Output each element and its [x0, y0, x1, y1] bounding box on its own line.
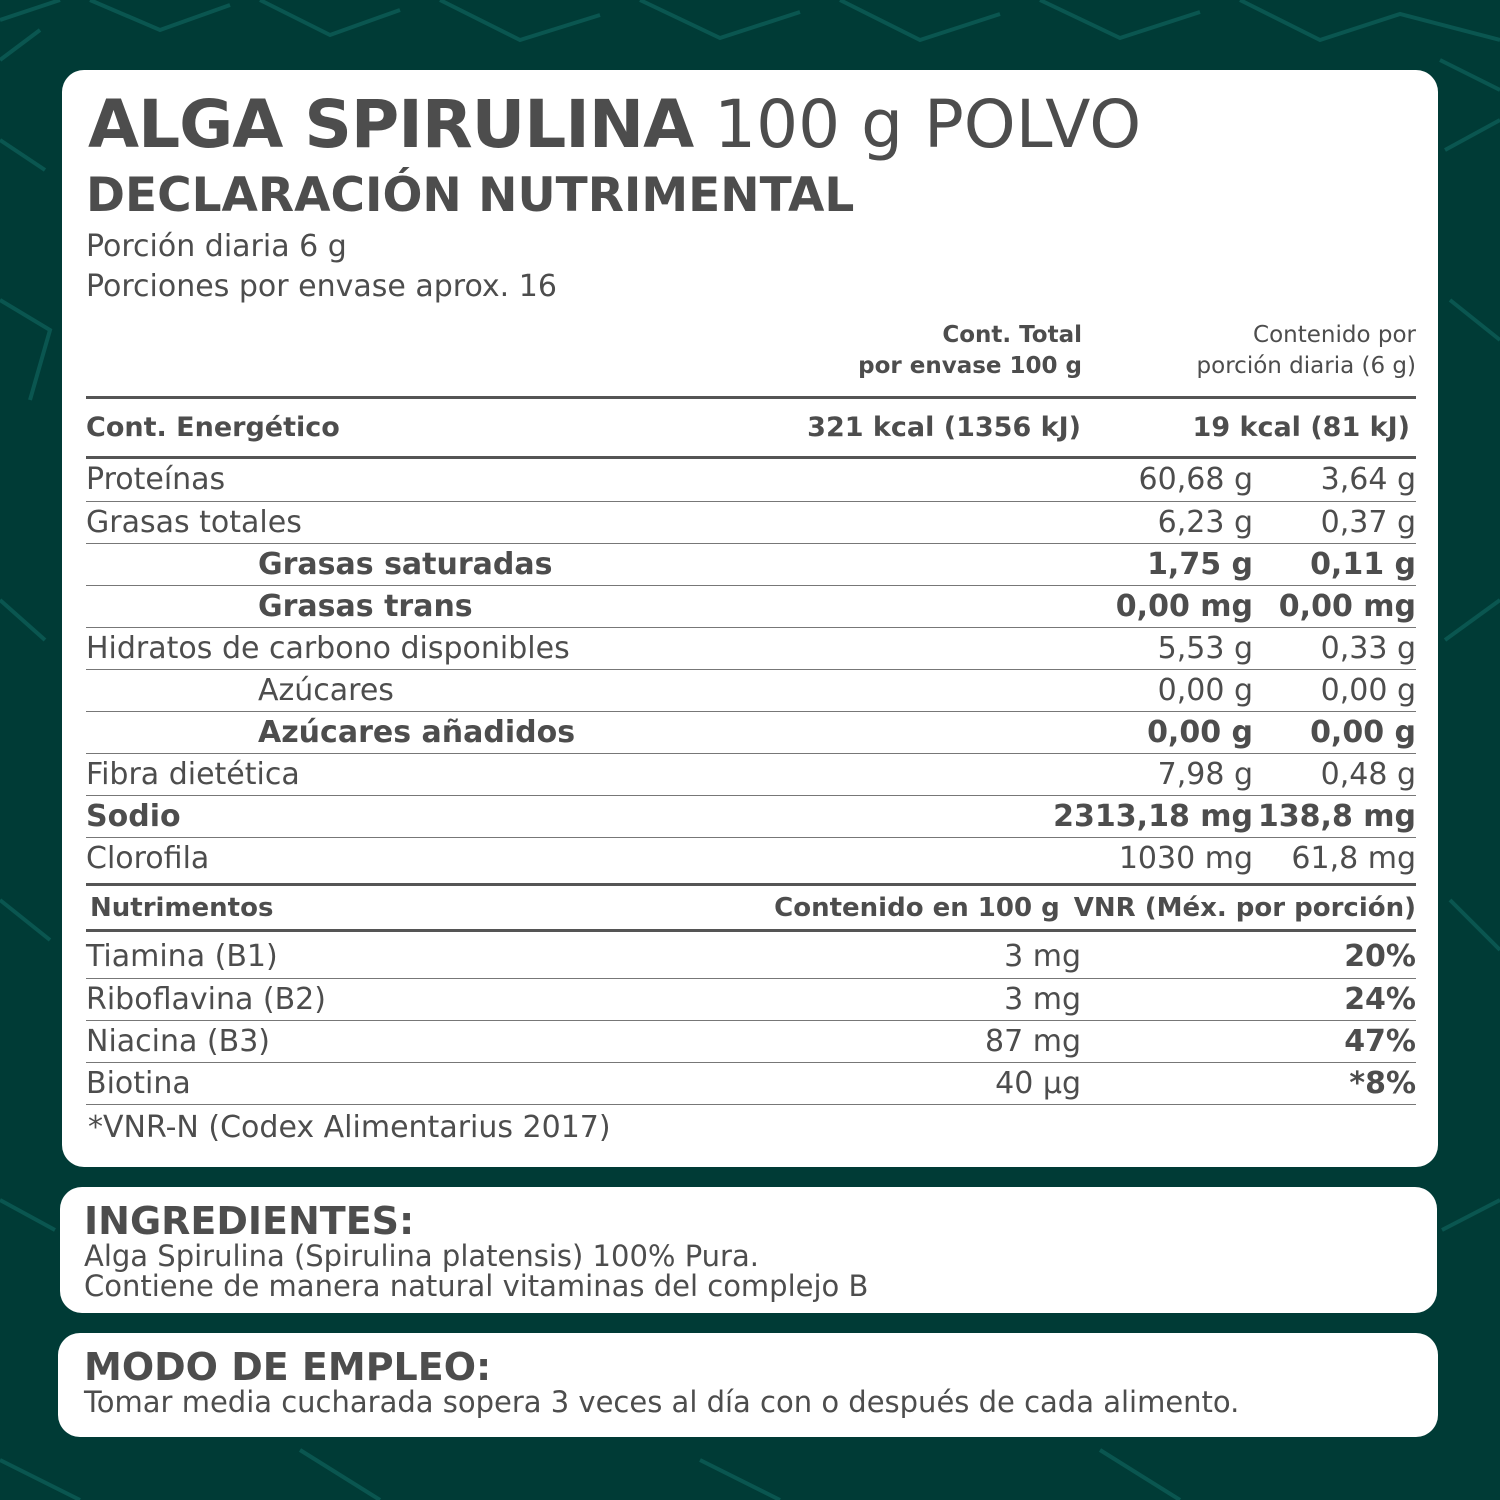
usage-text: Tomar media cucharada sopera 3 veces al día con o después de cada alimento.	[84, 1385, 1240, 1419]
vitamin-vnr: 47%	[1344, 1023, 1416, 1059]
table-row	[86, 936, 1416, 978]
vitamin-vnr: 20%	[1344, 939, 1416, 975]
vitamin-content: 40 µg	[995, 1065, 1081, 1101]
table-row	[86, 711, 1416, 753]
table-row	[86, 753, 1416, 795]
nutrient-label: Sodio	[86, 798, 181, 834]
footnote: *VNR-N (Codex Alimentarius 2017)	[88, 1110, 611, 1145]
micronutrients-header	[86, 883, 1416, 932]
nutrient-portion: 0,11 g	[1310, 546, 1416, 582]
column-header-portion-line2: porción diaria (6 g)	[1196, 353, 1416, 379]
table-row	[86, 501, 1416, 543]
column-header-portion	[1016, 320, 1416, 382]
product-size: 100 g POLVO	[714, 86, 1142, 163]
micronutrients-label-header: Nutrimentos	[90, 892, 274, 923]
nutrient-label: Azúcares	[258, 672, 394, 708]
vitamin-label: Niacina (B3)	[86, 1023, 270, 1059]
vitamin-vnr: *8%	[1349, 1065, 1416, 1101]
usage-title: MODO DE EMPLEO:	[84, 1345, 492, 1389]
nutrient-portion: 138,8 mg	[1257, 798, 1416, 834]
energy-label: Cont. Energético	[86, 412, 340, 443]
ingredients-card	[60, 1187, 1437, 1313]
nutrient-label: Grasas trans	[258, 588, 473, 624]
table-row	[86, 669, 1416, 711]
portions-per-package: Porciones por envase aprox. 16	[86, 269, 557, 304]
vitamin-label: Biotina	[86, 1065, 191, 1101]
section-subtitle: DECLARACIÓN NUTRIMENTAL	[86, 168, 855, 223]
nutrient-portion: 0,00 mg	[1278, 588, 1416, 624]
ingredients-line-1: Alga Spirulina (Spirulina platensis) 100% Pura.	[84, 1239, 759, 1273]
table-row	[86, 543, 1416, 585]
nutrient-total: 5,53 g	[1157, 630, 1253, 666]
nutrient-total: 0,00 g	[1157, 672, 1253, 708]
vitamin-label: Tiamina (B1)	[86, 939, 278, 975]
table-row	[86, 1062, 1416, 1104]
table-row	[86, 795, 1416, 837]
nutrient-total: 6,23 g	[1157, 504, 1253, 540]
table-row	[86, 837, 1416, 879]
column-header-total-line1: Cont. Total	[942, 322, 1082, 348]
energy-table	[86, 396, 1416, 459]
portion-daily: Porción diaria 6 g	[86, 229, 347, 264]
nutrient-total: 60,68 g	[1138, 462, 1253, 498]
product-name: ALGA SPIRULINA	[88, 86, 694, 163]
nutrient-label: Proteínas	[86, 462, 226, 498]
vitamin-content: 87 mg	[985, 1023, 1081, 1059]
nutrient-label: Grasas totales	[86, 504, 302, 540]
vitamins-table	[86, 936, 1416, 1105]
nutrient-portion: 0,33 g	[1320, 630, 1416, 666]
nutrient-label: Azúcares añadidos	[258, 714, 576, 750]
vitamin-label: Riboflavina (B2)	[86, 981, 326, 1017]
ingredients-title: INGREDIENTES:	[84, 1199, 415, 1243]
nutrient-total: 0,00 mg	[1115, 588, 1253, 624]
usage-card	[58, 1333, 1438, 1437]
nutrient-label: Grasas saturadas	[258, 546, 553, 582]
nutrient-portion: 0,00 g	[1320, 672, 1416, 708]
nutrient-label: Clorofila	[86, 840, 210, 876]
nutrient-portion: 61,8 mg	[1291, 840, 1416, 876]
nutrient-portion: 0,00 g	[1310, 714, 1416, 750]
table-row	[86, 459, 1416, 501]
nutrient-total: 1030 mg	[1118, 840, 1253, 876]
ingredients-line-2: Contiene de manera natural vitaminas del complejo B	[84, 1269, 869, 1303]
table-row	[86, 585, 1416, 627]
energy-row	[86, 398, 1416, 458]
nutrient-portion: 3,64 g	[1320, 462, 1416, 498]
nutrient-total: 0,00 g	[1147, 714, 1253, 750]
nutrient-total: 7,98 g	[1157, 756, 1253, 792]
product-title	[88, 82, 1141, 168]
nutrient-portion: 0,37 g	[1320, 504, 1416, 540]
micronutrients-header-row	[86, 885, 1416, 931]
table-row	[86, 627, 1416, 669]
nutrient-label: Hidratos de carbono disponibles	[86, 630, 570, 666]
vitamin-content: 3 mg	[1004, 981, 1081, 1017]
micronutrients-content-header: Contenido en 100 g	[774, 892, 1060, 923]
micronutrients-vnr-header: VNR (Méx. por porción)	[1073, 892, 1416, 923]
nutrient-portion: 0,48 g	[1320, 756, 1416, 792]
energy-total: 321 kcal (1356 kJ)	[807, 412, 1081, 443]
nutrients-table	[86, 459, 1416, 879]
column-header-total-line2: por envase 100 g	[858, 353, 1082, 379]
nutrient-label: Fibra dietética	[86, 756, 300, 792]
table-row	[86, 978, 1416, 1020]
energy-portion: 19 kcal (81 kJ)	[1192, 412, 1410, 443]
table-row	[86, 1020, 1416, 1062]
nutrition-card	[62, 70, 1438, 1167]
nutrient-total: 2313,18 mg	[1053, 798, 1253, 834]
column-header-portion-line1: Contenido por	[1253, 322, 1416, 348]
vitamin-vnr: 24%	[1344, 981, 1416, 1017]
vitamin-content: 3 mg	[1004, 939, 1081, 975]
nutrient-total: 1,75 g	[1147, 546, 1253, 582]
